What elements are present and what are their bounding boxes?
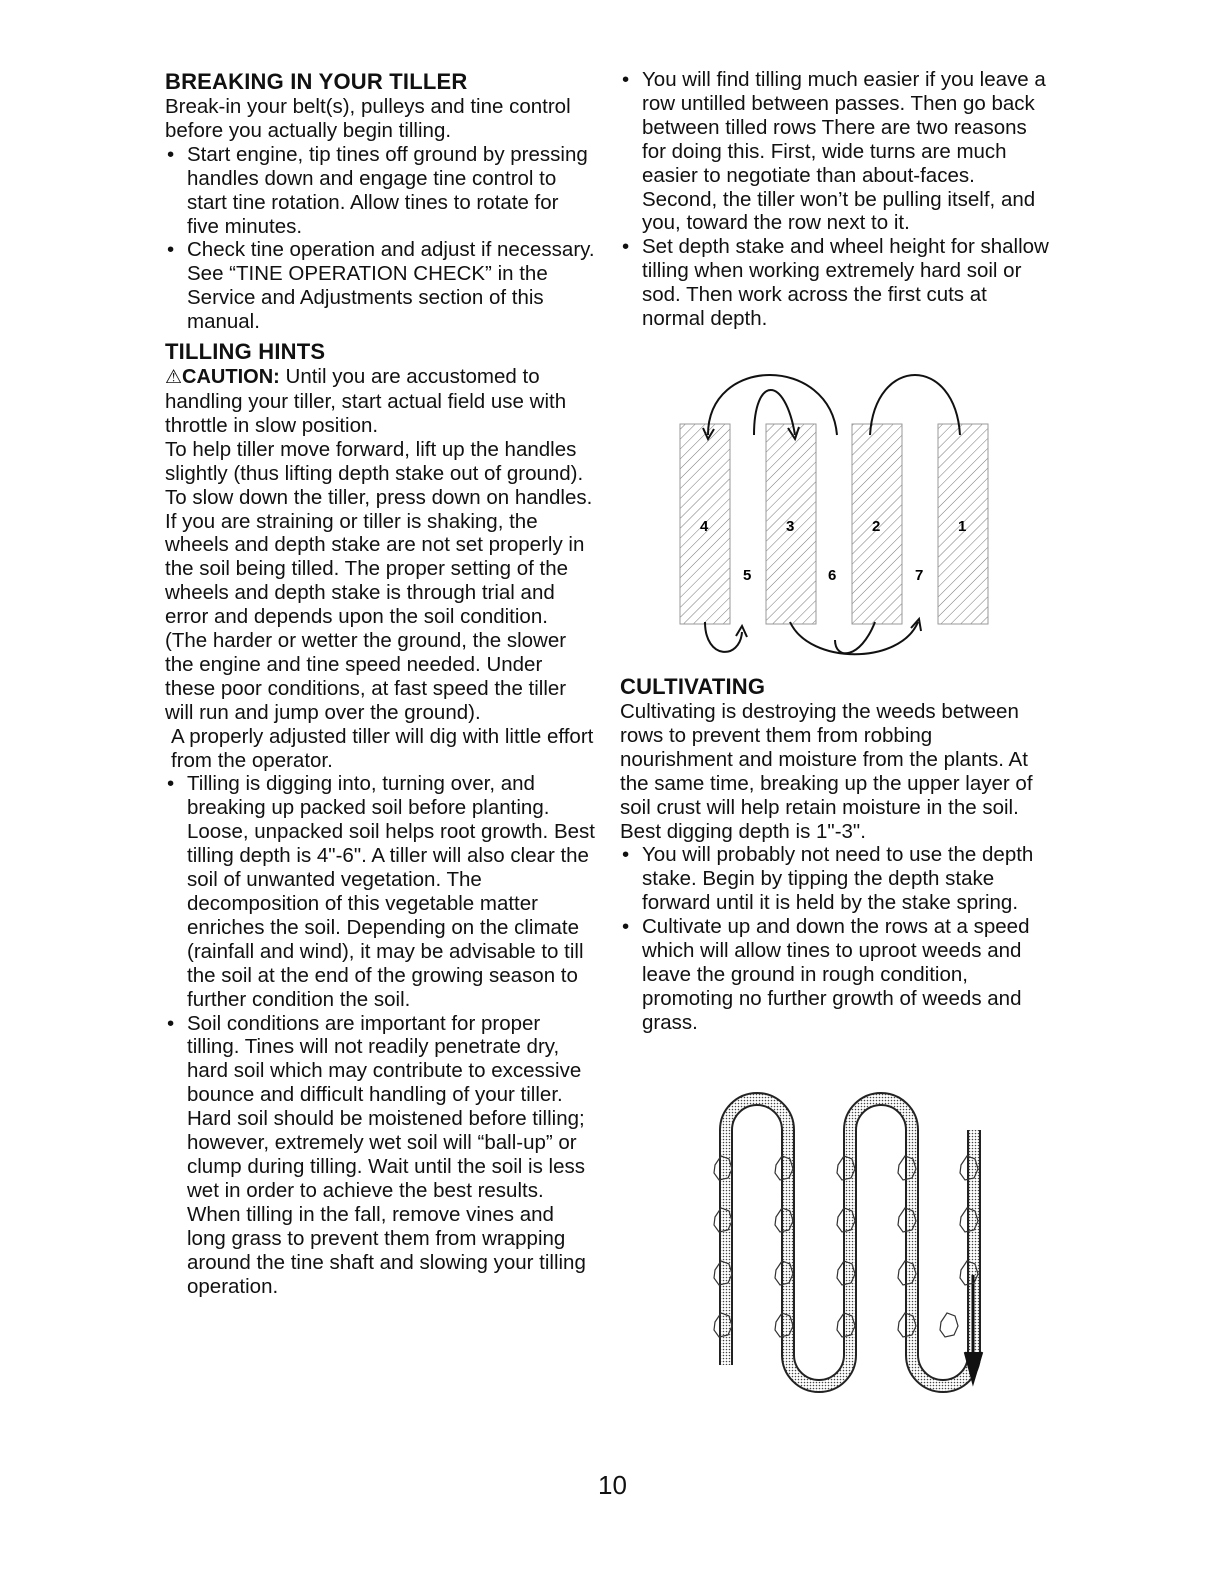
tilling-hints-para-3: A properly adjusted tiller will dig with little effort from the operator. [171, 724, 594, 772]
tilling-hints-list-continued [620, 68, 1050, 331]
caution-warning-icon: ⚠ [165, 367, 183, 389]
caution-label: CAUTION: [182, 366, 280, 389]
plant-icon [940, 1313, 958, 1337]
turn-arrow-bottom-2 [790, 622, 918, 654]
tilling-hints-para-2: If you are straining or tiller is shaking, the wheels and depth stake are not set properly in the soil being tilled. The proper setting of the wheels and depth stake is through trial and error and depends upon the soil condition. (The harder or wetter the ground, the slower the engine and tine speed needed. Under these poor conditions, at fast speed the tiller will run and jump over the ground). [165, 509, 585, 724]
caution-text: Until you are accustomed to handling your tiller, start actual field use with throttle in slow position. [165, 365, 567, 437]
list-item: • Check tine operation and adjust if necessary. See “TINE OPERATION CHECK” in the Service and Adjustments section of this manual. [165, 238, 595, 334]
tilling-hints-para-1: To help tiller move forward, lift up the handles slightly (thus lifting depth stake out of ground). To slow down the tiller, press down on handles. [165, 437, 593, 509]
page-number: 10 [598, 1470, 627, 1500]
list-item: • You will find tilling much easier if you leave a row untilled between passes. Then go back between tilled rows There are two reasons for doing this. First, wide turns are much easier to negotiate than about-faces. Second, the tiller won’t be pulling itself, and you, toward the row next to it. [620, 68, 1050, 235]
tilling-hints-list [165, 772, 595, 1298]
cultivating-section [620, 673, 1050, 1035]
list-item: • Set depth stake and wheel height for shallow tilling when working extremely hard soil or sod. Then work across the first cuts at normal depth. [620, 235, 1050, 331]
row-label: 5 [743, 567, 752, 584]
cultivating-list [620, 843, 1050, 1034]
row-label: 6 [828, 567, 837, 584]
list-item: • Cultivate up and down the rows at a speed which will allow tines to uproot weeds and leave the ground in rough condition, promoting no further growth of weeds and grass. [620, 915, 1050, 1035]
breaking-in-intro: Break-in your belt(s), pulleys and tine control before you actually begin tilling. [165, 95, 571, 142]
list-item: • You will probably not need to use the depth stake. Begin by tipping the depth stake forward until it is held by the stake spring. [620, 843, 1050, 915]
cultivating-diagram [695, 1090, 995, 1400]
tilling-hints-heading: TILLING HINTS [165, 339, 326, 365]
list-item: • Tilling is digging into, turning over, and breaking up packed soil before planting. Loose, unpacked soil helps root growth. Best tilling depth is 4"-6". A tiller will also clear the soil of unwanted vegetation. The decomposition of this vegetable matter enriches the soil. Depending on the climate (rainfall and wind), it may be advisable to till the soil at the end of the growing season to further condition the soil. [165, 772, 595, 1011]
cultivating-intro: Cultivating is destroying the weeds between rows to prevent them from robbing nourishment and moisture from the plants. At the same time, breaking up the upper layer of soil crust will help retain moisture in the soil. Best digging depth is 1"-3". [620, 700, 1033, 843]
serpentine-texture [726, 1099, 974, 1386]
cultivating-heading: CULTIVATING [620, 674, 766, 699]
list-item: • Start engine, tip tines off ground by pressing handles down and engage tine control to start tine rotation. Allow tines to rotate for five minutes. [165, 143, 595, 239]
list-item: • Soil conditions are important for proper tilling. Tines will not readily penetrate dry, hard soil which may contribute to excessive bounce and difficult handling of your tiller. Hard soil should be moistened before tilling; however, extremely wet soil will “ball-up” or clump during tilling. Wait until the soil is less wet in order to achieve the best results. When tilling in the fall, remove vines and long grass to prevent them from wrapping around the tine shaft and slowing your tilling operation. [165, 1012, 595, 1299]
turn-arrow-bottom-3 [835, 622, 875, 653]
caution-paragraph [165, 365, 595, 438]
left-column [165, 68, 595, 1298]
row-label: 1 [958, 518, 967, 535]
row-label: 2 [872, 518, 881, 535]
breaking-in-heading: BREAKING IN YOUR TILLER [165, 69, 468, 94]
breaking-in-list [165, 143, 595, 334]
right-column-top [620, 68, 1050, 331]
row-tilling-diagram [660, 360, 1010, 665]
row-label: 7 [915, 567, 924, 584]
row-label: 3 [786, 518, 795, 535]
turn-arrow-bottom-1 [705, 622, 742, 652]
row-label: 4 [700, 518, 709, 535]
